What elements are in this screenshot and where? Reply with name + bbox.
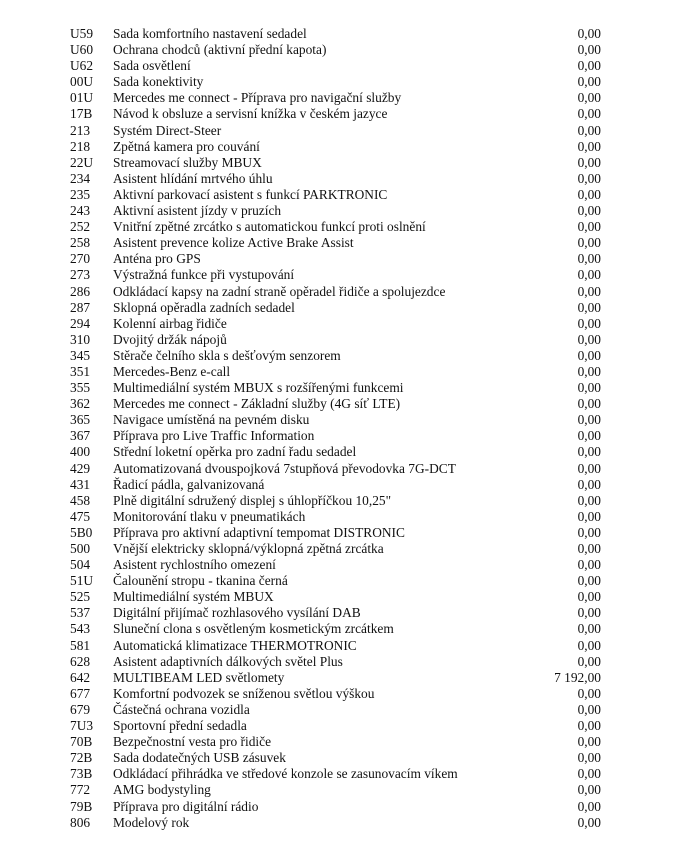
option-description: Asistent prevence kolize Active Brake Assist <box>113 235 354 251</box>
list-item <box>0 621 673 637</box>
option-code: 00U <box>70 74 94 90</box>
option-code: 01U <box>70 90 94 106</box>
option-code: 73B <box>70 766 93 782</box>
option-description: Odkládací kapsy na zadní straně opěradel řidiče a spolujezdce <box>113 283 446 299</box>
list-item <box>0 670 673 686</box>
option-price: 7 192,00 <box>554 669 601 685</box>
list-item <box>0 493 673 509</box>
option-code: 543 <box>70 621 91 637</box>
option-description: Vnitřní zpětné zrcátko s automatickou funkcí proti oslnění <box>113 219 426 235</box>
option-code: 270 <box>70 251 91 267</box>
option-code: 806 <box>70 814 91 830</box>
list-item <box>0 557 673 573</box>
list-item <box>0 251 673 267</box>
option-price: 0,00 <box>577 444 601 460</box>
option-price: 0,00 <box>577 106 601 122</box>
option-price: 0,00 <box>577 219 601 235</box>
list-item <box>0 718 673 734</box>
list-item <box>0 106 673 122</box>
list-item <box>0 461 673 477</box>
option-price: 0,00 <box>577 122 601 138</box>
option-code: 351 <box>70 363 91 379</box>
option-price: 0,00 <box>577 637 601 653</box>
option-description: Automatická klimatizace THERMOTRONIC <box>113 637 357 653</box>
option-price: 0,00 <box>577 718 601 734</box>
option-code: 429 <box>70 460 91 476</box>
option-description: Bezpečnostní vesta pro řidiče <box>113 734 272 750</box>
list-item <box>0 396 673 412</box>
list-item <box>0 428 673 444</box>
list-item <box>0 509 673 525</box>
list-item <box>0 267 673 283</box>
option-price: 0,00 <box>577 541 601 556</box>
option-code: U60 <box>70 42 94 58</box>
list-item <box>0 155 673 171</box>
list-item <box>0 525 673 541</box>
list-item <box>0 605 673 621</box>
option-price: 0,00 <box>577 58 601 74</box>
option-price: 0,00 <box>577 524 601 540</box>
list-item <box>0 284 673 300</box>
option-code: 365 <box>70 412 91 428</box>
option-price: 0,00 <box>577 380 601 396</box>
option-description: Multimediální systém MBUX s rozšířenými funkcemi <box>113 380 404 396</box>
list-item <box>0 58 673 74</box>
option-price: 0,00 <box>577 701 601 717</box>
option-price: 0,00 <box>577 186 601 202</box>
option-description: Modelový rok <box>113 814 190 830</box>
option-code: 345 <box>70 347 91 363</box>
option-price: 0,00 <box>577 766 601 782</box>
option-code: 525 <box>70 589 91 605</box>
option-description: Výstražná funkce při vystupování <box>113 267 295 283</box>
option-code: 294 <box>70 315 91 331</box>
option-code: 218 <box>70 138 91 154</box>
option-description: Navigace umístěná na pevném disku <box>113 412 310 428</box>
option-code: U59 <box>70 26 94 41</box>
list-item <box>0 26 673 42</box>
option-code: 310 <box>70 331 91 347</box>
option-description: Aktivní asistent jízdy v pruzích <box>113 203 282 219</box>
list-item <box>0 766 673 782</box>
option-description: Automatizovaná dvouspojková 7stupňová převodovka 7G-DCT <box>113 460 456 476</box>
option-description: Asistent rychlostního omezení <box>113 557 276 573</box>
option-description: Návod k obsluze a servisní knížka v českém jazyce <box>113 106 388 122</box>
list-item <box>0 42 673 58</box>
option-price: 0,00 <box>577 589 601 605</box>
option-price: 0,00 <box>577 90 601 106</box>
option-description: Sluneční clona s osvětleným kosmetickým zrcátkem <box>113 621 394 637</box>
option-price: 0,00 <box>577 331 601 347</box>
option-price: 0,00 <box>577 412 601 428</box>
option-description: Plně digitální sdružený displej s úhlopříčkou 10,25" <box>113 492 392 508</box>
option-price: 0,00 <box>577 251 601 267</box>
option-price: 0,00 <box>577 299 601 315</box>
option-price: 0,00 <box>577 476 601 492</box>
list-item <box>0 123 673 139</box>
option-description: Ochrana chodců (aktivní přední kapota) <box>113 42 327 58</box>
list-item <box>0 380 673 396</box>
option-code: 213 <box>70 122 91 138</box>
option-description: Řadicí pádla, galvanizovaná <box>113 476 265 492</box>
option-description: Vnější elektricky sklopná/výklopná zpětná zrcátka <box>113 541 384 556</box>
option-price: 0,00 <box>577 315 601 331</box>
option-code: 677 <box>70 685 91 701</box>
list-item <box>0 219 673 235</box>
option-price: 0,00 <box>577 154 601 170</box>
option-description: Asistent adaptivních dálkových světel Plus <box>113 653 343 669</box>
option-price: 0,00 <box>577 653 601 669</box>
list-item <box>0 734 673 750</box>
option-code: 235 <box>70 186 91 202</box>
option-code: 367 <box>70 428 91 444</box>
option-description: Monitorování tlaku v pneumatikách <box>113 508 306 524</box>
option-price: 0,00 <box>577 685 601 701</box>
option-code: 273 <box>70 267 91 283</box>
option-description: Sportovní přední sedadla <box>113 718 247 734</box>
option-code: 458 <box>70 492 91 508</box>
option-price: 0,00 <box>577 782 601 798</box>
option-description: Příprava pro aktivní adaptivní tempomat DISTRONIC <box>113 524 405 540</box>
list-item <box>0 686 673 702</box>
list-item <box>0 171 673 187</box>
option-description: Odkládací přihrádka ve středové konzole se zasunovacím víkem <box>113 766 458 782</box>
option-code: 400 <box>70 444 91 460</box>
option-code: 79B <box>70 798 93 814</box>
option-description: Multimediální systém MBUX <box>113 589 274 605</box>
list-item <box>0 300 673 316</box>
option-price: 0,00 <box>577 347 601 363</box>
option-price: 0,00 <box>577 283 601 299</box>
option-price: 0,00 <box>577 170 601 186</box>
option-description: Streamovací služby MBUX <box>113 154 262 170</box>
option-code: 70B <box>70 734 93 750</box>
option-price: 0,00 <box>577 26 601 41</box>
list-item <box>0 541 673 557</box>
option-price: 0,00 <box>577 42 601 58</box>
option-code: 7U3 <box>70 718 94 734</box>
list-item <box>0 203 673 219</box>
option-code: 679 <box>70 701 91 717</box>
list-item <box>0 573 673 589</box>
option-description: Digitální přijímač rozhlasového vysílání DAB <box>113 605 361 621</box>
option-description: Sada osvětlení <box>113 58 191 74</box>
option-description: Anténa pro GPS <box>113 251 201 267</box>
option-description: Sklopná opěradla zadních sedadel <box>113 299 295 315</box>
option-code: 252 <box>70 219 91 235</box>
list-item <box>0 187 673 203</box>
option-price: 0,00 <box>577 734 601 750</box>
option-description: Částečná ochrana vozidla <box>113 701 250 717</box>
option-price: 0,00 <box>577 267 601 283</box>
list-item <box>0 235 673 251</box>
option-price: 0,00 <box>577 605 601 621</box>
list-item <box>0 412 673 428</box>
list-item <box>0 654 673 670</box>
option-price: 0,00 <box>577 460 601 476</box>
option-description: Příprava pro digitální rádio <box>113 798 259 814</box>
option-description: Stěrače čelního skla s dešťovým senzorem <box>113 347 341 363</box>
option-code: 537 <box>70 605 91 621</box>
option-code: 504 <box>70 557 91 573</box>
option-description: Sada dodatečných USB zásuvek <box>113 750 286 766</box>
option-price: 0,00 <box>577 814 601 830</box>
option-code: 628 <box>70 653 91 669</box>
option-code: 475 <box>70 508 91 524</box>
option-code: 17B <box>70 106 93 122</box>
option-price: 0,00 <box>577 798 601 814</box>
list-item <box>0 750 673 766</box>
list-item <box>0 815 673 831</box>
option-code: 72B <box>70 750 93 766</box>
list-item <box>0 364 673 380</box>
option-description: AMG bodystyling <box>113 782 211 798</box>
option-description: Komfortní podvozek se sníženou světlou výškou <box>113 685 375 701</box>
option-code: 431 <box>70 476 91 492</box>
list-item <box>0 477 673 493</box>
option-code: 581 <box>70 637 91 653</box>
list-item <box>0 90 673 106</box>
option-description: Systém Direct-Steer <box>113 122 222 138</box>
option-price: 0,00 <box>577 203 601 219</box>
option-code: 500 <box>70 541 91 556</box>
option-price: 0,00 <box>577 428 601 444</box>
option-price: 0,00 <box>577 557 601 573</box>
option-price: 0,00 <box>577 750 601 766</box>
equipment-list <box>0 26 673 831</box>
list-item <box>0 332 673 348</box>
list-item <box>0 444 673 460</box>
option-price: 0,00 <box>577 396 601 412</box>
list-item <box>0 638 673 654</box>
option-description: Střední loketní opěrka pro zadní řadu sedadel <box>113 444 357 460</box>
option-description: MULTIBEAM LED světlomety <box>113 669 285 685</box>
option-code: 286 <box>70 283 91 299</box>
option-code: 5B0 <box>70 524 93 540</box>
option-code: 22U <box>70 154 94 170</box>
option-price: 0,00 <box>577 74 601 90</box>
list-item <box>0 702 673 718</box>
option-price: 0,00 <box>577 492 601 508</box>
option-price: 0,00 <box>577 508 601 524</box>
option-description: Mercedes me connect - Základní služby (4G síť LTE) <box>113 396 401 412</box>
option-description: Mercedes-Benz e-call <box>113 363 231 379</box>
option-description: Dvojitý držák nápojů <box>113 331 227 347</box>
list-item <box>0 139 673 155</box>
option-description: Sada komfortního nastavení sedadel <box>113 26 307 41</box>
option-description: Kolenní airbag řidiče <box>113 315 227 331</box>
list-item <box>0 74 673 90</box>
option-code: 355 <box>70 380 91 396</box>
option-description: Aktivní parkovací asistent s funkcí PARKTRONIC <box>113 186 388 202</box>
option-code: 51U <box>70 573 94 589</box>
option-price: 0,00 <box>577 235 601 251</box>
option-code: 243 <box>70 203 91 219</box>
list-item <box>0 589 673 605</box>
option-code: 287 <box>70 299 91 315</box>
option-code: 362 <box>70 396 91 412</box>
option-description: Zpětná kamera pro couvání <box>113 138 260 154</box>
option-description: Mercedes me connect - Příprava pro navigační služby <box>113 90 402 106</box>
option-code: 642 <box>70 669 91 685</box>
option-code: 258 <box>70 235 91 251</box>
option-description: Sada konektivity <box>113 74 204 90</box>
option-code: 772 <box>70 782 91 798</box>
option-price: 0,00 <box>577 573 601 589</box>
option-price: 0,00 <box>577 621 601 637</box>
list-item <box>0 348 673 364</box>
option-description: Asistent hlídání mrtvého úhlu <box>113 170 273 186</box>
list-item <box>0 782 673 798</box>
option-code: U62 <box>70 58 94 74</box>
list-item <box>0 316 673 332</box>
option-price: 0,00 <box>577 363 601 379</box>
option-price: 0,00 <box>577 138 601 154</box>
option-code: 234 <box>70 170 91 186</box>
option-description: Čalounění stropu - tkanina černá <box>113 573 288 589</box>
option-description: Příprava pro Live Traffic Information <box>113 428 315 444</box>
list-item <box>0 799 673 815</box>
